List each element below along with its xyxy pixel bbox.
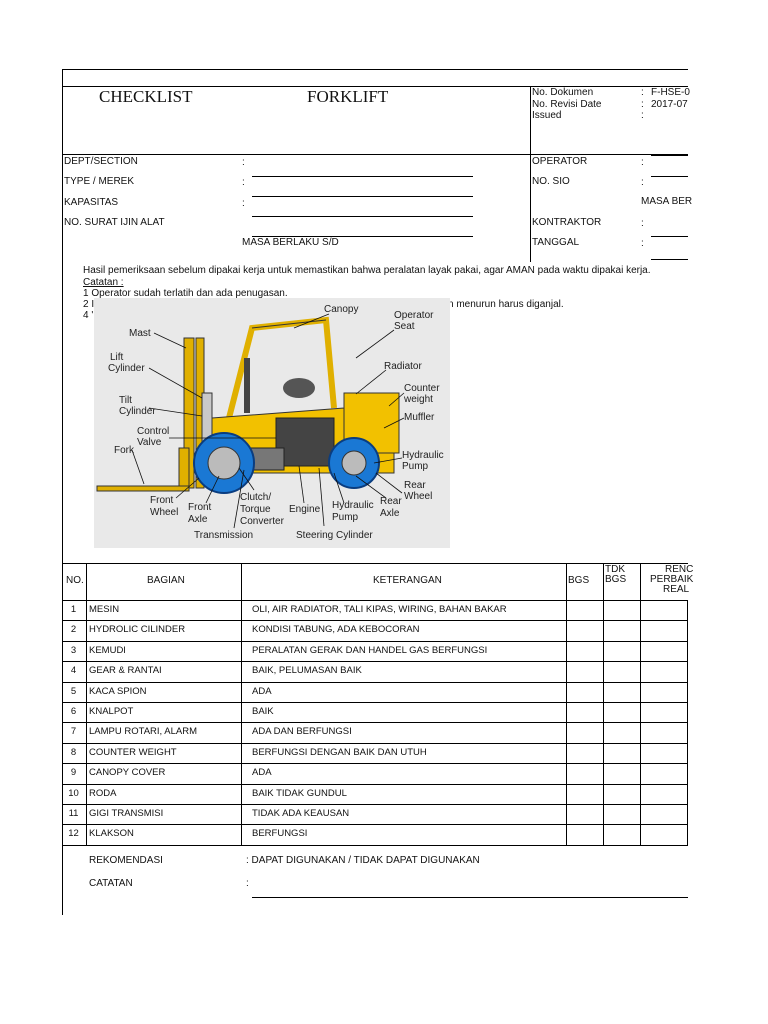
operator-colon: : xyxy=(641,157,644,168)
header-tdk-2: BGS xyxy=(605,574,627,585)
label-hydraulic-pump-2: Pump xyxy=(402,461,429,472)
label-muffler: Muffler xyxy=(404,412,435,423)
label-tilt-cylinder-2: Cylinder xyxy=(119,406,156,417)
row-bagian: MESIN xyxy=(89,604,120,615)
header-bottom-line xyxy=(62,154,688,155)
row-number: 1 xyxy=(70,604,77,615)
seat-shape xyxy=(283,378,315,398)
row-bagian: GIGI TRANSMISI xyxy=(89,808,164,819)
row-divider xyxy=(62,845,688,846)
header-tdk-1: TDK xyxy=(605,564,625,575)
tanggal-label: TANGGAL xyxy=(532,237,580,248)
row-number: 5 xyxy=(70,686,77,697)
label-transmission: Transmission xyxy=(194,530,254,541)
row-bagian: LAMPU ROTARI, ALARM xyxy=(89,726,198,737)
row-keterangan: TIDAK ADA KEAUSAN xyxy=(252,808,350,819)
type-label: TYPE / MEREK xyxy=(64,176,135,187)
row-number: 3 xyxy=(70,645,77,656)
label-operator-seat-2: Seat xyxy=(394,321,415,332)
masa-label: MASA BERLAKU S/D xyxy=(242,237,339,248)
row-bagian: KACA SPION xyxy=(89,686,147,697)
label-canopy: Canopy xyxy=(324,304,359,315)
row-bagian: KNALPOT xyxy=(89,706,134,717)
row-keterangan: KONDISI TABUNG, ADA KEBOCORAN xyxy=(252,624,420,635)
label-counterweight-2: weight xyxy=(404,394,433,405)
label-lift-cylinder-2: Cylinder xyxy=(108,363,145,374)
row-rencana-checkbox[interactable] xyxy=(641,703,687,722)
row-rencana-checkbox[interactable] xyxy=(641,744,687,763)
row-tdk-bgs-checkbox[interactable] xyxy=(604,601,640,620)
row-bgs-checkbox[interactable] xyxy=(567,642,603,661)
row-keterangan: ADA xyxy=(252,767,272,778)
label-front-wheel-1: Front xyxy=(150,495,174,506)
revision-value: 2017-07 xyxy=(651,99,688,110)
engine-shape xyxy=(276,418,334,466)
row-tdk-bgs-checkbox[interactable] xyxy=(604,744,640,763)
row-rencana-checkbox[interactable] xyxy=(641,621,687,640)
row-bagian: COUNTER WEIGHT xyxy=(89,747,177,758)
header-renc-3: REAL xyxy=(663,584,690,595)
col-line-no xyxy=(86,563,87,845)
row-number: 9 xyxy=(70,767,77,778)
sio-label: NO. SIO xyxy=(532,176,570,187)
row-rencana-checkbox[interactable] xyxy=(641,785,687,804)
label-tilt-cylinder-1: Tilt xyxy=(119,395,132,406)
catatan-colon: : xyxy=(246,878,249,889)
label-rear-axle-1: Rear xyxy=(380,496,402,507)
row-bagian: HYDROLIC CILINDER xyxy=(89,624,186,635)
row-keterangan: OLI, AIR RADIATOR, TALI KIPAS, WIRING, BAHAN BAKAR xyxy=(252,604,507,615)
kapasitas-label: KAPASITAS xyxy=(64,197,119,208)
row-tdk-bgs-checkbox[interactable] xyxy=(604,642,640,661)
row-keterangan: ADA DAN BERFUNGSI xyxy=(252,726,352,737)
catatan-field[interactable] xyxy=(252,897,688,898)
notes-intro: Hasil pemeriksaan sebelum dipakai kerja untuk memastikan bahwa peralatan layak pakai, agar AMAN pada waktu dipakai kerja. xyxy=(83,265,651,276)
row-rencana-checkbox[interactable] xyxy=(641,825,687,844)
header-renc-1: RENC xyxy=(665,564,694,575)
row-tdk-bgs-checkbox[interactable] xyxy=(604,764,640,783)
fork-shape xyxy=(97,486,189,491)
note-2-end: n menurun harus diganjal. xyxy=(448,299,564,310)
issued-label: Issued xyxy=(532,110,562,121)
row-keterangan: BAIK, PELUMASAN BAIK xyxy=(252,665,362,676)
header-no: NO. xyxy=(66,575,84,586)
label-front-axle-2: Axle xyxy=(188,514,208,525)
label-lift-cylinder-1: Lift xyxy=(110,352,124,363)
type-field[interactable] xyxy=(252,176,473,177)
note-2-start: 2 I xyxy=(83,299,95,310)
doc-no-colon: : xyxy=(641,87,644,98)
row-number: 8 xyxy=(70,747,77,758)
note-4-start: 4 ' xyxy=(83,310,94,321)
row-rencana-checkbox[interactable] xyxy=(641,683,687,702)
label-front-axle-1: Front xyxy=(188,502,212,513)
label-front-wheel-2: Wheel xyxy=(150,507,179,518)
label-hydraulic-pump2-1: Hydraulic xyxy=(332,500,374,511)
row-number: 12 xyxy=(68,828,79,839)
row-number: 6 xyxy=(70,706,77,717)
row-bagian: GEAR & RANTAI xyxy=(89,665,162,676)
row-bgs-checkbox[interactable] xyxy=(567,621,603,640)
row-bgs-checkbox[interactable] xyxy=(567,723,603,742)
type-colon: : xyxy=(242,177,245,188)
row-keterangan: ADA xyxy=(252,686,272,697)
row-number: 4 xyxy=(70,665,77,676)
surat-label: NO. SURAT IJIN ALAT xyxy=(64,217,165,228)
label-operator-seat-1: Operator xyxy=(394,310,434,321)
sio-colon: : xyxy=(641,177,644,188)
row-keterangan: BERFUNGSI DENGAN BAIK DAN UTUH xyxy=(252,747,427,758)
row-bgs-checkbox[interactable] xyxy=(567,744,603,763)
row-bgs-checkbox[interactable] xyxy=(567,764,603,783)
label-rear-wheel-1: Rear xyxy=(404,480,426,491)
row-keterangan: BAIK xyxy=(252,706,274,717)
label-counterweight-1: Counter xyxy=(404,383,440,394)
doc-no-value: F-HSE-0 xyxy=(651,87,690,98)
row-keterangan: PERALATAN GERAK DAN HANDEL GAS BERFUNGSI xyxy=(252,645,488,656)
note-1: 1 Operator sudah terlatih dan ada penugasan. xyxy=(83,288,288,299)
frame-top-line xyxy=(62,69,688,70)
catatan-label: CATATAN xyxy=(89,878,133,889)
tanggal-colon: : xyxy=(641,238,644,249)
row-tdk-bgs-checkbox[interactable] xyxy=(604,662,640,681)
label-fork: Fork xyxy=(114,445,134,456)
surat-field[interactable] xyxy=(252,216,473,217)
kapasitas-colon: : xyxy=(242,198,245,209)
row-tdk-bgs-checkbox[interactable] xyxy=(604,723,640,742)
row-number: 10 xyxy=(68,788,79,799)
masa-right-label: MASA BER xyxy=(641,196,693,207)
label-clutch-3: Converter xyxy=(240,516,284,527)
masa-field[interactable] xyxy=(252,236,473,237)
sio-field[interactable] xyxy=(651,176,688,177)
dept-label: DEPT/SECTION xyxy=(64,156,138,167)
dept-colon: : xyxy=(242,157,245,168)
row-bgs-checkbox[interactable] xyxy=(567,785,603,804)
row-bgs-checkbox[interactable] xyxy=(567,662,603,681)
col-line-bagian xyxy=(241,563,242,845)
row-bagian: KLAKSON xyxy=(89,828,134,839)
kontraktor-colon: : xyxy=(641,218,644,229)
row-rencana-checkbox[interactable] xyxy=(641,662,687,681)
header-divider xyxy=(530,86,531,262)
row-number: 11 xyxy=(68,808,79,819)
row-keterangan: BAIK TIDAK GUNDUL xyxy=(252,788,347,799)
row-rencana-checkbox[interactable] xyxy=(641,723,687,742)
operator-field[interactable] xyxy=(651,155,688,156)
row-rencana-checkbox[interactable] xyxy=(641,642,687,661)
operator-label: OPERATOR xyxy=(532,156,588,167)
row-bgs-checkbox[interactable] xyxy=(567,805,603,824)
row-tdk-bgs-checkbox[interactable] xyxy=(604,683,640,702)
row-tdk-bgs-checkbox[interactable] xyxy=(604,785,640,804)
label-mast: Mast xyxy=(129,328,151,339)
title-forklift: FORKLIFT xyxy=(307,87,389,106)
rekomendasi-label: REKOMENDASI xyxy=(89,855,163,866)
label-control-valve-2: Valve xyxy=(137,437,162,448)
label-clutch-2: Torque xyxy=(240,504,271,515)
label-steering-cylinder: Steering Cylinder xyxy=(296,530,373,541)
notes-catatan: Catatan : xyxy=(83,277,124,288)
header-bagian: BAGIAN xyxy=(147,575,185,586)
row-tdk-bgs-checkbox[interactable] xyxy=(604,703,640,722)
forklift-diagram xyxy=(94,298,450,548)
header-renc-2: PERBAIK xyxy=(650,574,694,585)
label-rear-axle-2: Axle xyxy=(380,508,400,519)
row-bagian: KEMUDI xyxy=(89,645,126,656)
row-bgs-checkbox[interactable] xyxy=(567,825,603,844)
row-tdk-bgs-checkbox[interactable] xyxy=(604,805,640,824)
header-bgs: BGS xyxy=(568,575,590,586)
row-bgs-checkbox[interactable] xyxy=(567,601,603,620)
header-keterangan: KETERANGAN xyxy=(373,575,442,586)
row-rencana-checkbox[interactable] xyxy=(641,764,687,783)
title-checklist: CHECKLIST xyxy=(99,87,193,106)
row-rencana-checkbox[interactable] xyxy=(641,601,687,620)
label-clutch-1: Clutch/ xyxy=(240,492,272,503)
label-hydraulic-pump2-2: Pump xyxy=(332,512,359,523)
row-bgs-checkbox[interactable] xyxy=(567,683,603,702)
row-bagian: RODA xyxy=(89,788,117,799)
row-bagian: CANOPY COVER xyxy=(89,767,166,778)
row-keterangan: BERFUNGSI xyxy=(252,828,308,839)
table-top-line xyxy=(62,563,688,564)
tanggal-field[interactable] xyxy=(651,259,688,260)
label-control-valve-1: Control xyxy=(137,426,170,437)
kapasitas-field[interactable] xyxy=(252,196,473,197)
label-rear-wheel-2: Wheel xyxy=(404,491,433,502)
revision-colon: : xyxy=(641,99,644,110)
label-hydraulic-pump-1: Hydraulic xyxy=(402,450,444,461)
kontraktor-field[interactable] xyxy=(651,236,688,237)
label-engine: Engine xyxy=(289,504,321,515)
row-bgs-checkbox[interactable] xyxy=(567,703,603,722)
revision-label: No. Revisi Date xyxy=(532,99,602,110)
row-number: 7 xyxy=(70,726,77,737)
rekomendasi-value[interactable]: : DAPAT DIGUNAKAN / TIDAK DAPAT DIGUNAKAN xyxy=(246,855,480,866)
row-number: 2 xyxy=(70,624,77,635)
label-radiator: Radiator xyxy=(384,361,422,372)
doc-no-label: No. Dokumen xyxy=(532,87,594,98)
row-rencana-checkbox[interactable] xyxy=(641,805,687,824)
row-tdk-bgs-checkbox[interactable] xyxy=(604,825,640,844)
row-tdk-bgs-checkbox[interactable] xyxy=(604,621,640,640)
kontraktor-label: KONTRAKTOR xyxy=(532,217,602,228)
issued-colon: : xyxy=(641,110,644,121)
